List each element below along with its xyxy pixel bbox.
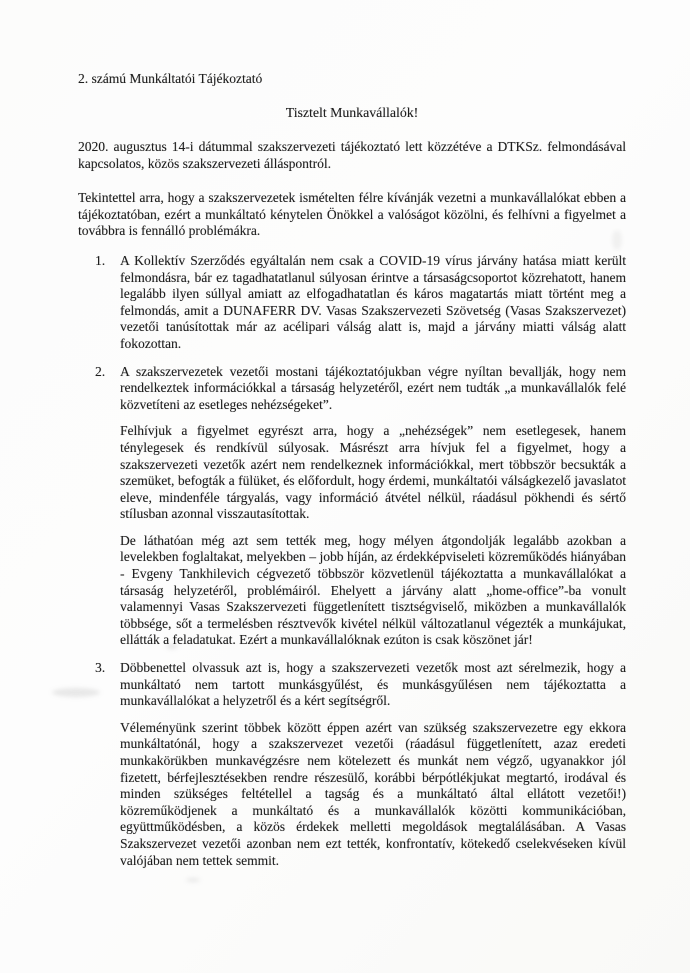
list-item-1-body: [120, 253, 626, 353]
list-item-2-paragraph-2: Felhívjuk a figyelmet egyrészt arra, hogy a „nehézségek” nem esetlegesek, hanem ténylegesek és rendkívül súlyosak. Másrészt arra hívjuk fel a figyelmet, hogy a szakszervezeti vezetők azért nem rendelkeznek információkkal, mert többször becsukták a szemüket, befogták a fülüket, és előfordult, hogy érdemi, munkáltatói válságkezelő javaslatot eleve, mindenféle tárgyalás, vagy információ átvétel nélkül, ráadásul pökhendi és sértő stílusban azonnal visszautasítottak.: [120, 423, 626, 522]
list-item-3-paragraph-2: Véleményünk szerint többek között éppen azért van szükség szakszervezetre egy ekkora munkáltatónál, hogy a szakszervezet vezetői (ráadásul függetlenített, azaz eredeti munkakörükben munkavégzésre nem kötelezett és munkát nem végző, ugyanakkor jól fizetett, bérfejlesztésekben rendre részesülő, korábbi bérpótlékjukat megtartó, irodával és minden szükséges feltétellel a tagság és a munkáltató által ellátott vezetői!) közreműködjenek a munkáltató és a munkavállalók közötti kommunikációban, együttműködésben, a közös érdekek melletti megoldások megtalálásában. A Vasas Szakszervezet vezetői azonban nem ezt tették, konfrontatív, kötekedő cselekvéseken kívül valójában nem tettek semmit.: [120, 719, 626, 868]
list-item-1-paragraph-1: A Kollektív Szerződés egyáltalán nem csak a COVID-19 vírus járvány hatása miatt került felmondásra, bár ez tagadhatatlanul súlyosan érintve a társaságcsoportot közrehatott, hanem legalább ilyen súllyal amiatt az elfogadhatatlan és káros magatartás miatt történt meg a felmondás, amit a DUNAFERR DV. Vasas Szakszervezeti Szövetség (Vasas Szakszervezet) vezetői tanúsítottak már az acélipari válság alatt is, majd a járvány miatti válság alatt fokozottan.: [120, 252, 626, 351]
list-item-1: [78, 253, 626, 353]
intro-paragraph-2: Tekintettel arra, hogy a szakszervezetek ismételten félre kívánják vezetni a munkavállalókat ebben a tájékoztatóban, ezért a munkáltató kénytelen Önökkel a valóságot közölni, és felhívni a figyelmet a továbbra is fennálló problémákra.: [78, 190, 626, 239]
scan-smudge: [186, 878, 200, 882]
salutation: Tisztelt Munkavállalók!: [285, 104, 419, 120]
list-item-2-body: [120, 364, 626, 650]
document-number-line: 2. számú Munkáltatói Tájékoztató: [78, 71, 263, 86]
list-item-1-number: 1.: [95, 252, 106, 268]
list-item-2-paragraph-1: A szakszervezetek vezetői mostani tájékoztatójukban végre nyíltan bevallják, hogy nem rendelkeztek információkkal a társaság helyzetéről, ezért nem tudták „a munkavállalók felé közvetíteni az esetleges nehézségeket”.: [120, 363, 626, 412]
list-item-2-paragraph-3: De láthatóan még azt sem tették meg, hogy mélyen átgondolják legalább azokban a levelekben foglaltakat, melyekben – jobb híján, az érdekképviseleti közreműködés hiányában - Evgeny Tankhilevich cégvezető többször közvetlenül tájékoztatta a munkavállalókat a társaság helyzetéről, problémáiról. Ehelyett a járvány alatt „home-office”-ba vonult valamennyi Vasas Szakszervezeti függetlenített tisztségviselő, miközben a munkavállalók többsége, sőt a termelésben résztvevők kivétel nélkül változatlanul végezték a munkájukat, ellátták a feladatukat. Ezért a munkavállalóknak ezúton is csak köszönet jár!: [120, 532, 626, 648]
list-item-2: [78, 364, 626, 650]
intro-paragraph-1: 2020. augusztus 14-i dátummal szakszervezeti tájékoztató lett közzétéve a DTKSz. felmondásával kapcsolatos, közös szakszervezeti álláspontról.: [78, 139, 626, 171]
numbered-list: [78, 253, 626, 869]
list-item-3-body: [120, 660, 626, 869]
list-item-3: [78, 660, 626, 869]
list-item-2-number: 2.: [95, 363, 106, 379]
list-item-3-paragraph-1: Döbbenettel olvassuk azt is, hogy a szakszervezeti vezetők most azt sérelmezik, hogy a munkáltató nem tartott munkásgyűlést, és munkásgyűlésen nem tájékoztatta a munkavállalókat a helyzetről és a kért segítségről.: [120, 660, 626, 709]
list-item-3-number: 3.: [95, 660, 106, 676]
